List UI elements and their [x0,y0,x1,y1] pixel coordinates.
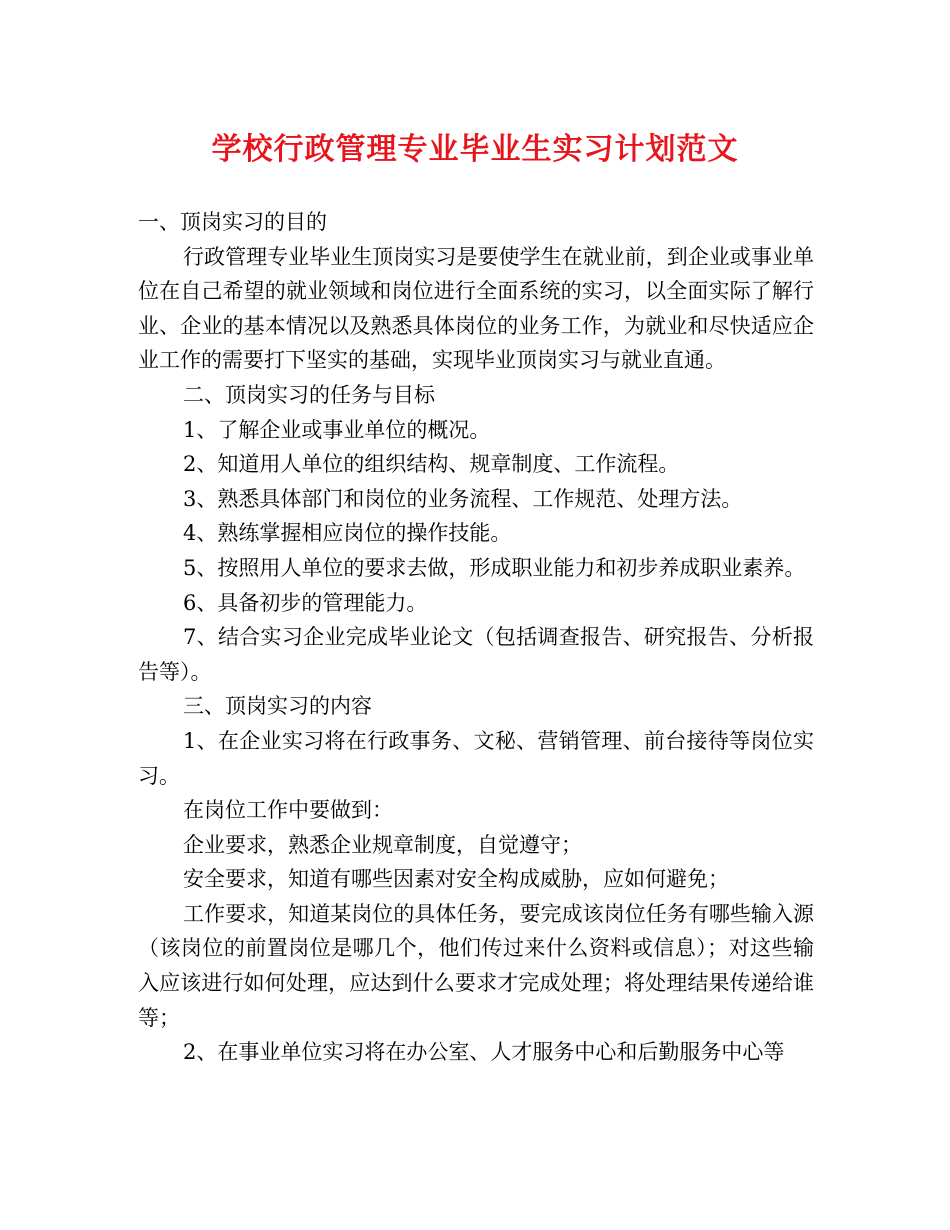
paragraph: 4、熟练掌握相应岗位的操作技能。 [183,521,512,546]
paragraph: 工作要求，知道某岗位的具体任务，要完成该岗位任务有哪些输入源（该岗位的前置岗位是哪几个，他们传过来什么资料或信息）；对这些输入应该进行如何处理，应达到什么要求才完成处理；将处理结果传递给谁等； [138,901,814,1030]
paragraph: 6、具备初步的管理能力。 [183,590,428,615]
paragraph: 1、在企业实习将在行政事务、文秘、营销管理、前台接待等岗位实习。 [138,728,814,788]
paragraph: 在岗位工作中要做到： [183,798,393,823]
paragraph: 3、熟悉具体部门和岗位的业务流程、工作规范、处理方法。 [183,486,743,511]
paragraph: 一、顶岗实习的目的 [138,210,327,234]
paragraph: 三、顶岗实习的内容 [183,694,372,719]
document-title: 学校行政管理专业毕业生实习计划范文 [211,132,739,167]
paragraph: 安全要求，知道有哪些因素对安全构成威胁，应如何避免； [183,867,729,892]
paragraph: 二、顶岗实习的任务与目标 [183,382,435,407]
paragraph: 行政管理专业毕业生顶岗实习是要使学生在就业前，到企业或事业单位在自己希望的就业领域和岗位进行全面系统的实习，以全面实际了解行业、企业的基本情况以及熟悉具体岗位的业务工作，为就业和尽快适应企业工作的需要打下坚实的基础，实现毕业顶岗实习与就业直通。 [138,244,814,373]
paragraph: 5、按照用人单位的要求去做，形成职业能力和初步养成职业素养。 [183,555,806,580]
paragraph: 企业要求，熟悉企业规章制度，自觉遵守； [183,832,582,857]
document-body [138,205,814,1070]
paragraph: 2、知道用人单位的组织结构、规章制度、工作流程。 [183,452,680,477]
paragraph: 1、了解企业或事业单位的概况。 [183,417,491,442]
paragraph: 7、结合实习企业完成毕业论文（包括调查报告、研究报告、分析报告等）。 [138,625,814,684]
paragraph: 2、在事业单位实习将在办公室、人才服务中心和后勤服务中心等 [183,1040,785,1065]
